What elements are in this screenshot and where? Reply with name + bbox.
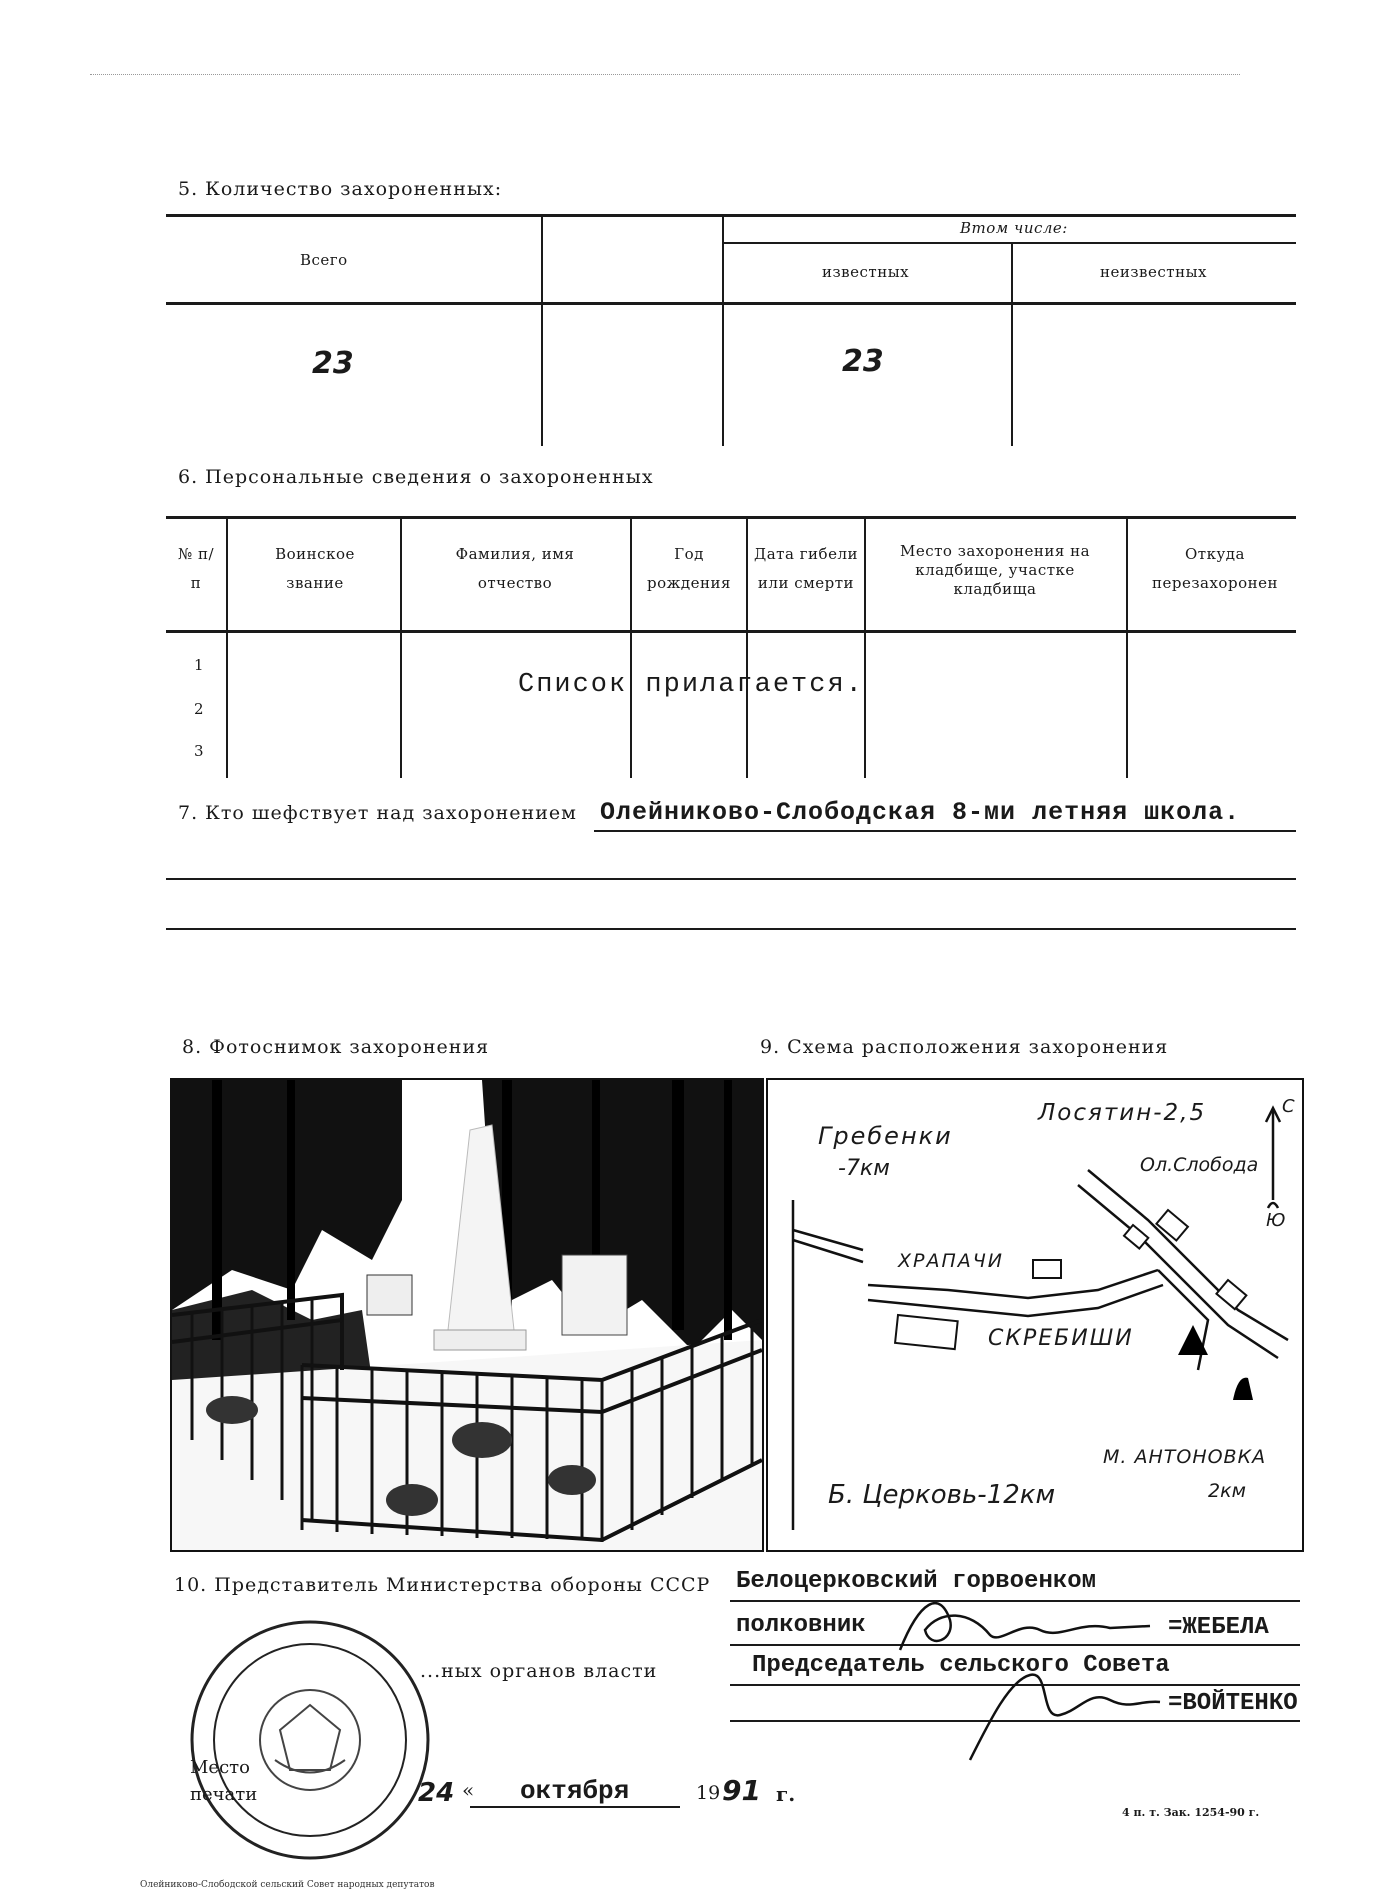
including-header: Втом числе:	[960, 219, 1068, 237]
col-rank: Воинское звание	[275, 545, 355, 592]
seal-place-label: Место печати	[190, 1757, 258, 1805]
patron-underline	[594, 830, 1296, 832]
unknown-header: неизвестных	[1100, 263, 1207, 281]
section-8-label: 8. Фотоснимок захоронения	[182, 1036, 490, 1058]
place-ol-sloboda: Ол.Слобода	[1140, 1154, 1259, 1176]
row-number-3: 3	[194, 742, 204, 760]
rep-line-1: Белоцерковский горвоенком	[736, 1568, 1097, 1595]
date-quote: «	[462, 1778, 475, 1802]
col-death-date: Дата гибели или смерти	[754, 545, 858, 592]
place-b-tserkov: Б. Церковь-12км	[828, 1480, 1056, 1510]
section-6-title: 6. Персональные сведения о захороненных	[178, 466, 654, 488]
rep-line-2-name: =ЖЕБЕЛА	[1168, 1614, 1269, 1641]
blank-line-2	[166, 928, 1296, 930]
col-reburied-from: Откуда перезахоронен	[1152, 545, 1278, 592]
place-skrebishi: СКРЕБИШИ	[988, 1326, 1134, 1351]
signature-zhebela	[880, 1590, 1160, 1660]
print-note: 4 п. т. Зак. 1254-90 г.	[1122, 1806, 1260, 1819]
patron-school: Олейниково-Слободская 8-ми летняя школа.	[600, 798, 1241, 827]
section-9-label: 9. Схема расположения захоронения	[760, 1036, 1169, 1058]
local-authority-label: ...ных органов власти	[420, 1660, 658, 1682]
date-day: 24	[418, 1778, 455, 1808]
stamp-text: Олейниково-Слободской сельский Совет народных депутатов	[140, 1880, 435, 1890]
col-number: № п/п	[177, 545, 214, 592]
row-number-1: 1	[194, 656, 204, 674]
rep-line-4-name: =ВОЙТЕНКО	[1168, 1690, 1298, 1717]
date-year-prefix: 19	[696, 1782, 721, 1804]
col-burial-place: Место захоронения на кладбище, участке кладбища	[899, 542, 1091, 598]
known-header: известных	[822, 263, 910, 281]
rep-line-3: Председатель сельского Совета	[752, 1652, 1170, 1679]
list-attached-note: Список прилагается.	[518, 670, 864, 700]
section-5-title: 5. Количество захороненных:	[178, 178, 503, 200]
blank-line-1	[166, 878, 1296, 880]
place-grebenki: Гребенки	[818, 1122, 953, 1150]
burial-marker-2	[1233, 1378, 1253, 1400]
section-7-label: 7. Кто шефствует над захоронением	[178, 802, 577, 824]
location-scheme	[766, 1078, 1304, 1552]
date-suffix: г.	[776, 1782, 796, 1806]
total-header: Всего	[300, 251, 348, 269]
date-month: октября	[520, 1776, 630, 1806]
section-10-label: 10. Представитель Министерства обороны СССР	[174, 1574, 711, 1596]
compass-south: Ю	[1266, 1210, 1286, 1231]
known-value: 23	[842, 344, 884, 379]
col-name: Фамилия, имя отчество	[455, 545, 575, 592]
signature-voitenko	[950, 1660, 1170, 1770]
place-losyatin: Лосятин-2,5	[1038, 1100, 1207, 1126]
burial-photo	[170, 1078, 764, 1552]
place-m-antonovka: М. АНТОНОВКА	[1103, 1446, 1267, 1468]
place-m-antonovka-dist: 2км	[1208, 1480, 1246, 1502]
date-year-suffix: 91	[722, 1774, 761, 1807]
total-value: 23	[312, 346, 354, 381]
rep-line-2-rank: полковник	[736, 1612, 866, 1639]
photo-image	[172, 1080, 762, 1550]
col-birth-year: Год рождения	[646, 545, 731, 592]
place-grebenki-dist: -7км	[838, 1156, 890, 1181]
date-month-underline	[470, 1806, 680, 1808]
row-number-2: 2	[194, 700, 204, 718]
official-stamp	[180, 1610, 440, 1870]
top-scan-artifact	[90, 74, 1240, 76]
place-khrapachi: ХРАПАЧИ	[898, 1250, 1004, 1272]
compass-north: С	[1282, 1096, 1295, 1117]
